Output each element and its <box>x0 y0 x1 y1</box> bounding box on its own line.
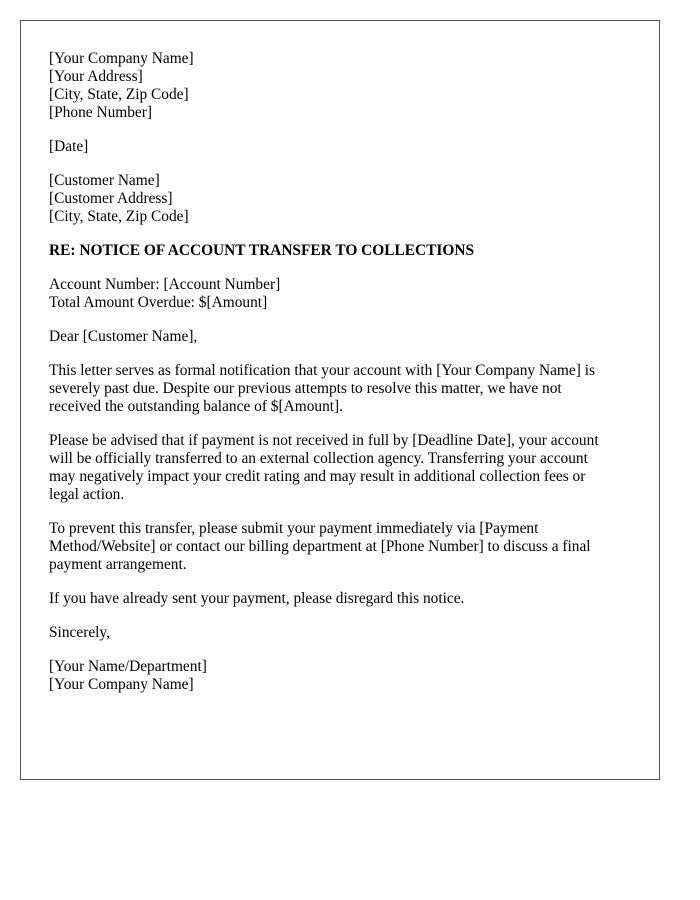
paragraph-line: legal action. <box>49 486 125 503</box>
subject-heading: RE: NOTICE OF ACCOUNT TRANSFER TO COLLECTIONS <box>49 242 475 259</box>
signature-name-department: [Your Name/Department] <box>49 658 207 675</box>
paragraph-line: If you have already sent your payment, please disregard this notice. <box>49 590 465 607</box>
salutation-block <box>49 328 631 346</box>
account-number: Account Number: [Account Number] <box>49 276 281 293</box>
paragraph-line: Method/Website] or contact our billing department at [Phone Number] to discuss a final <box>49 538 591 555</box>
paragraph-line: severely past due. Despite our previous attempts to resolve this matter, we have not <box>49 380 562 397</box>
amount-overdue: Total Amount Overdue: $[Amount] <box>49 294 268 311</box>
date-block <box>49 138 631 156</box>
closing-block <box>49 624 631 642</box>
recipient-name: [Customer Name] <box>49 172 160 189</box>
recipient-address: [Customer Address] <box>49 190 173 207</box>
paragraph-line: This letter serves as formal notification that your account with [Your Company Name] is <box>49 362 595 379</box>
paragraph-line: payment arrangement. <box>49 556 187 573</box>
sender-address: [Your Address] <box>49 68 143 85</box>
paragraph-line: To prevent this transfer, please submit your payment immediately via [Payment <box>49 520 539 537</box>
paragraph-line: received the outstanding balance of $[Amount]. <box>49 398 344 415</box>
letter-page <box>20 20 660 780</box>
recipient-city-state-zip: [City, State, Zip Code] <box>49 208 189 225</box>
sender-company: [Your Company Name] <box>49 50 194 67</box>
signature-block <box>49 658 631 694</box>
paragraph-disregard <box>49 590 631 608</box>
letter-date: [Date] <box>49 138 89 155</box>
salutation: Dear [Customer Name], <box>49 328 198 345</box>
sender-block <box>49 50 631 122</box>
account-block <box>49 276 631 312</box>
paragraph-line: will be officially transferred to an external collection agency. Transferring your account <box>49 450 588 467</box>
sender-city-state-zip: [City, State, Zip Code] <box>49 86 189 103</box>
paragraph-line: may negatively impact your credit rating and may result in additional collection fees or <box>49 468 586 485</box>
paragraph-transfer-warning <box>49 432 631 504</box>
signature-company: [Your Company Name] <box>49 676 194 693</box>
subject-block <box>49 242 631 260</box>
sender-phone: [Phone Number] <box>49 104 153 121</box>
closing: Sincerely, <box>49 624 110 641</box>
paragraph-notification <box>49 362 631 416</box>
paragraph-payment-instructions <box>49 520 631 574</box>
recipient-block <box>49 172 631 226</box>
paragraph-line: Please be advised that if payment is not received in full by [Deadline Date], your account <box>49 432 599 449</box>
